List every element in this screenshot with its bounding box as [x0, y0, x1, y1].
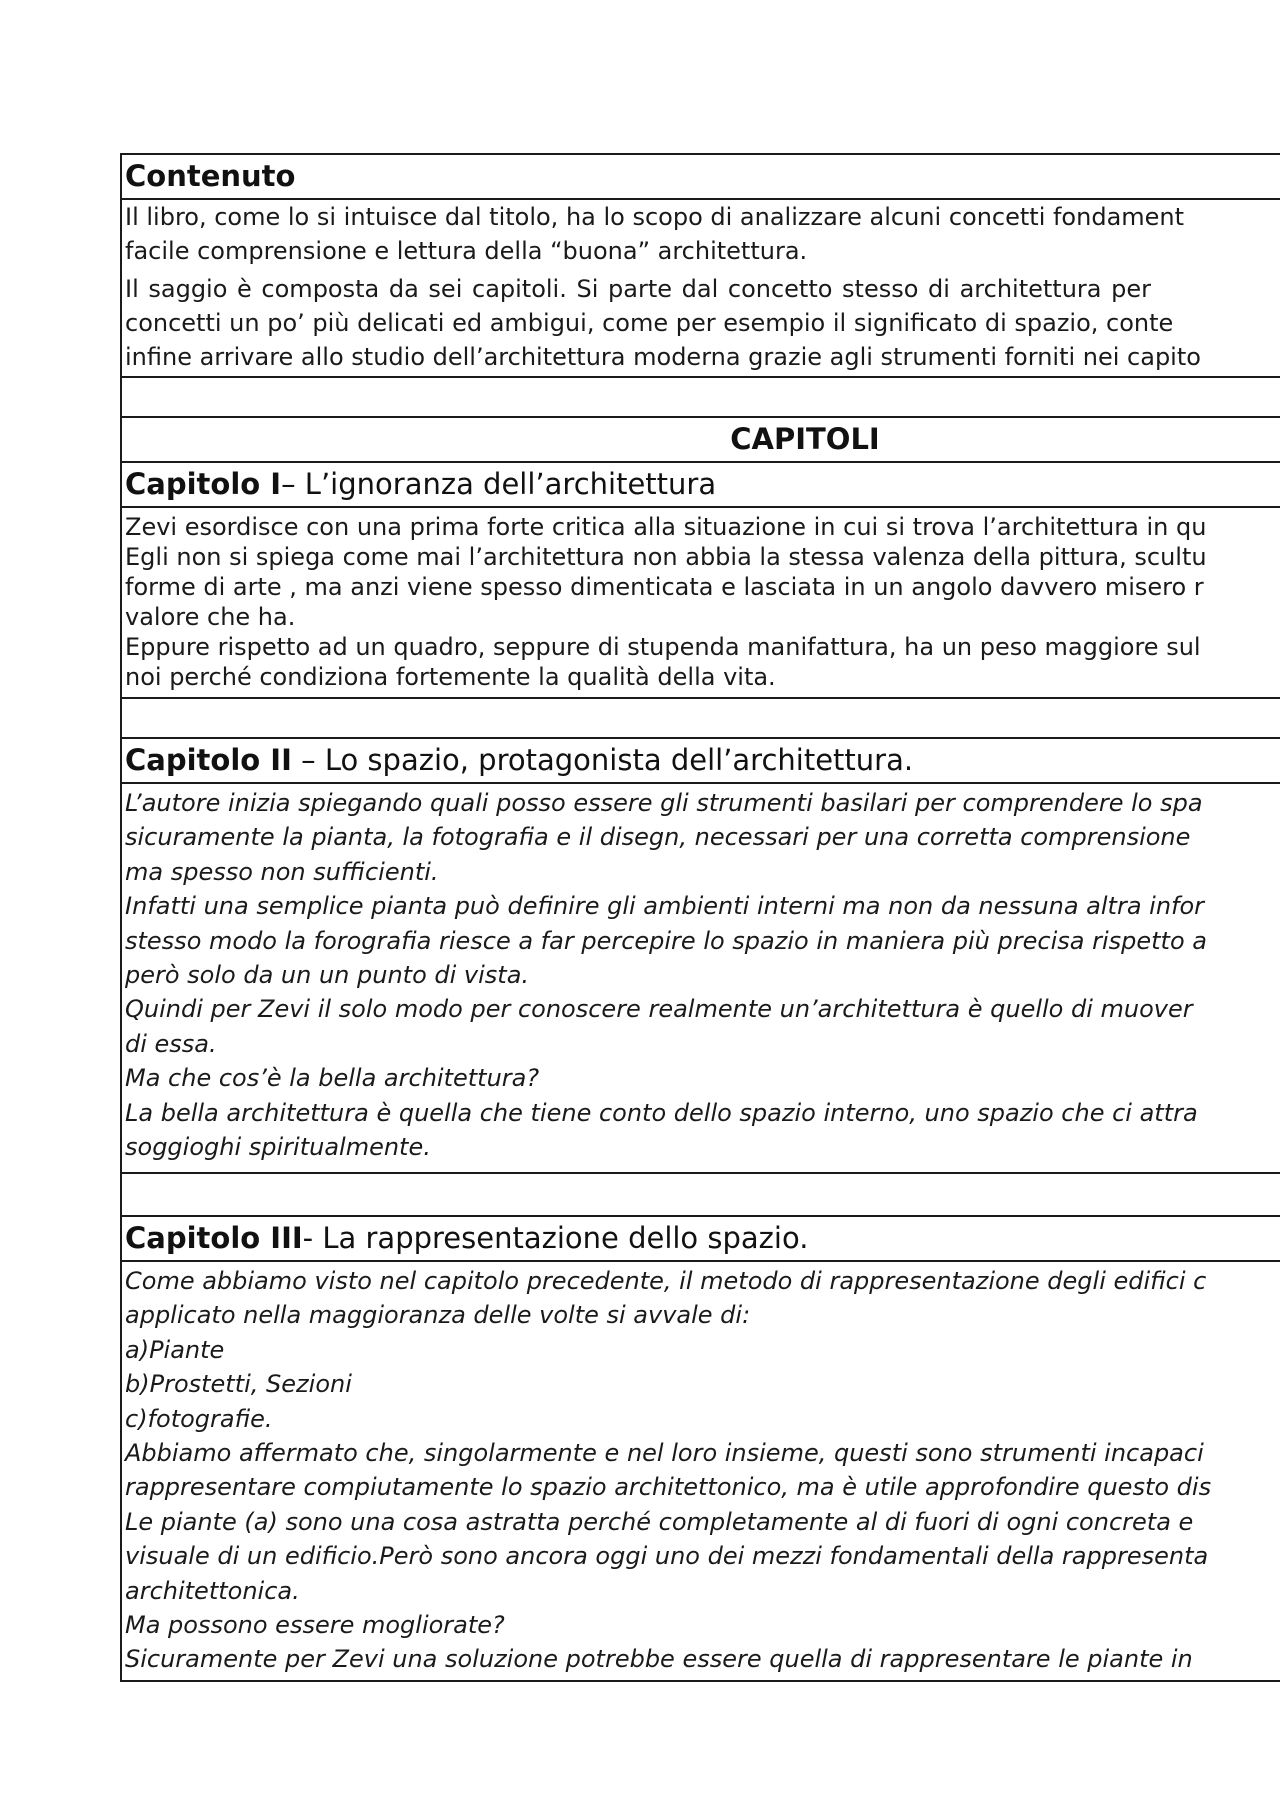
text-line: noi perché condiziona fortemente la qualità della vita.: [125, 663, 776, 691]
text-line: Il saggio è composta da sei capitoli. Si parte dal concetto stesso di architettura per: [125, 275, 1151, 303]
text-line: Egli non si spiega come mai l’architettura non abbia la stessa valenza della pittura, scultu: [125, 543, 1207, 571]
empty-row: [122, 378, 1280, 418]
chapter-3-title: [122, 1217, 1280, 1262]
empty-row: [122, 1174, 1280, 1217]
text-line: Il libro, come lo si intuisce dal titolo, ha lo scopo di analizzare alcuni concetti fondament: [125, 203, 1185, 231]
text-line: infine arrivare allo studio dell’architettura moderna grazie agli strumenti forniti nei capito: [125, 343, 1201, 371]
chapter-1-number: Capitolo I: [125, 467, 282, 501]
chapter-1-name: – L’ignoranza dell’architettura: [281, 467, 717, 501]
content-table: [120, 153, 1280, 1682]
text-line: stesso modo la forografia riesce a far percepire lo spazio in maniera più precisa rispetto a: [125, 926, 1207, 955]
text-line: architettonica.: [125, 1576, 300, 1605]
chapter-2-body: [122, 784, 1280, 1174]
chapter-2-number: Capitolo II: [125, 743, 292, 777]
chapter-1-body: [122, 508, 1280, 699]
text-line: a)Piante: [125, 1335, 225, 1364]
capitoli-heading: CAPITOLI: [730, 422, 880, 456]
text-line: valore che ha.: [125, 603, 296, 631]
capitoli-heading-row: [122, 418, 1280, 463]
chapter-1-title: [122, 463, 1280, 508]
text-line: applicato nella maggioranza delle volte si avvale di:: [125, 1301, 751, 1330]
text-line: Ma possono essere mogliorate?: [125, 1611, 505, 1640]
text-line: Abbiamo affermato che, singolarmente e nel loro insieme, questi sono strumenti incapaci: [125, 1439, 1204, 1468]
contenuto-body: [122, 200, 1280, 378]
text-line: Zevi esordisce con una prima forte critica alla situazione in cui si trova l’architettura in qu: [125, 513, 1207, 541]
text-line: Come abbiamo visto nel capitolo precedente, il metodo di rappresentazione degli edifici c: [125, 1267, 1207, 1295]
text-line: Quindi per Zevi il solo modo per conoscere realmente un’architettura è quello di muover: [125, 995, 1193, 1024]
text-line: soggioghi spiritualmente.: [125, 1133, 431, 1162]
text-line: facile comprensione e lettura della “buona” architettura.: [125, 237, 808, 265]
text-line: concetti un po’ più delicati ed ambigui, come per esempio il significato di spazio, conte: [125, 309, 1174, 337]
text-line: di essa.: [125, 1029, 217, 1058]
text-line: Ma che cos’è la bella architettura?: [125, 1064, 540, 1093]
chapter-3-body: [122, 1262, 1280, 1682]
text-line: ma spesso non sufficienti.: [125, 857, 439, 886]
text-line: Le piante (a) sono una cosa astratta perché completamente al di fuori di ogni concreta e: [125, 1507, 1194, 1536]
chapter-3-name: - La rappresentazione dello spazio.: [302, 1221, 809, 1255]
text-line: Eppure rispetto ad un quadro, seppure di stupenda manifattura, ha un peso maggiore sul: [125, 633, 1201, 661]
text-line: Infatti una semplice pianta può definire gli ambienti interni ma non da nessuna altra infor: [125, 892, 1205, 921]
text-line: però solo da un un punto di vista.: [125, 961, 530, 990]
text-line: La bella architettura è quella che tiene conto dello spazio interno, uno spazio che ci attra: [125, 1098, 1198, 1127]
text-line: sicuramente la pianta, la fotografia e il disegn, necessari per una corretta comprensione: [125, 823, 1191, 852]
chapter-3-number: Capitolo III: [125, 1221, 303, 1255]
text-line: L’autore inizia spiegando quali posso essere gli strumenti basilari per comprendere lo spa: [125, 789, 1203, 817]
text-line: visuale di un edificio.Però sono ancora oggi uno dei mezzi fondamentali della rappresenta: [125, 1542, 1209, 1571]
text-line: b)Prostetti, Sezioni: [125, 1370, 352, 1399]
chapter-2-title: [122, 739, 1280, 784]
contenuto-heading: Contenuto: [122, 155, 1280, 200]
empty-row: [122, 699, 1280, 739]
text-line: c)fotografie.: [125, 1404, 273, 1433]
text-line: rappresentare compiutamente lo spazio architettonico, ma è utile approfondire questo dis: [125, 1473, 1212, 1502]
chapter-2-name: – Lo spazio, protagonista dell’architettura.: [291, 743, 914, 777]
text-line: Sicuramente per Zevi una soluzione potrebbe essere quella di rappresentare le piante in: [125, 1645, 1193, 1674]
text-line: forme di arte , ma anzi viene spesso dimenticata e lasciata in un angolo davvero misero r: [125, 573, 1204, 601]
